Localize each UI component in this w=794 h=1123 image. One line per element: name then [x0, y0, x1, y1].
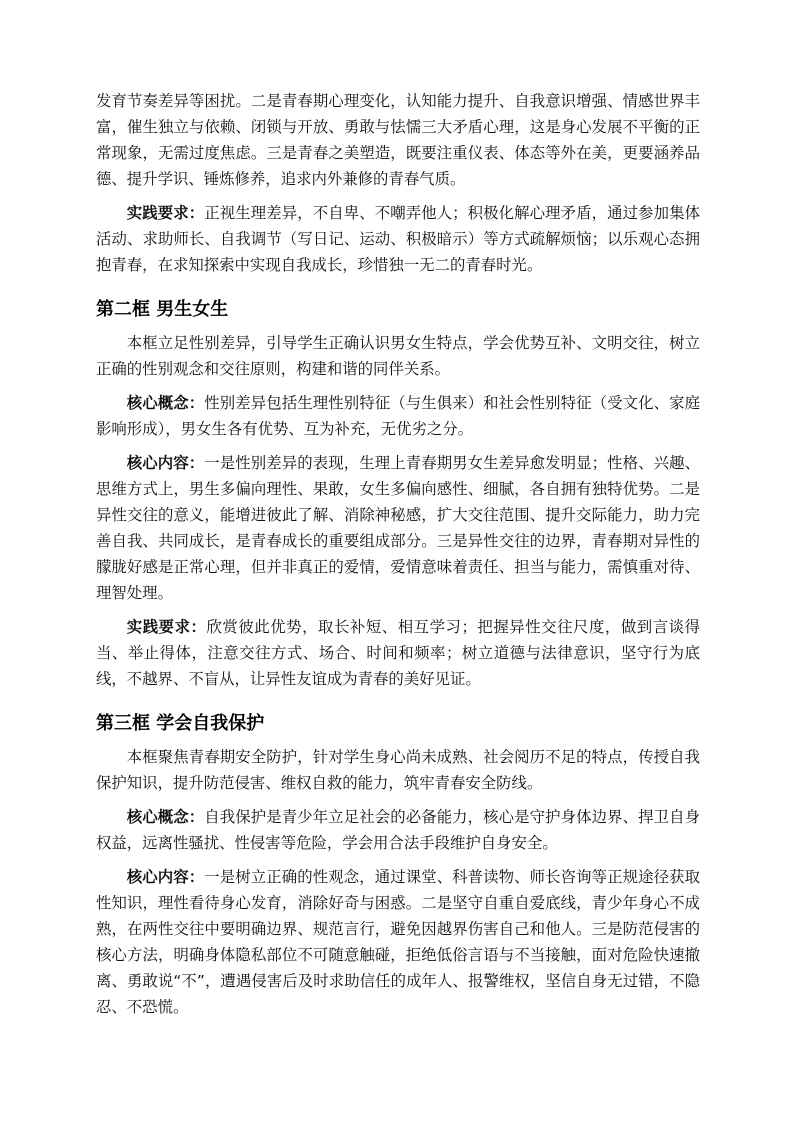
practice-label: 实践要求：: [126, 204, 205, 222]
practice-text: 欣赏彼此优势，取长补短、相互学习；把握异性交往尺度，做到言谈得当、举止得体，注意交往方式、场合、时间和频率；树立道德与法律意识，坚守行为底线，不越界、不盲从，让异性友谊成为青春的美好见证。: [96, 618, 700, 688]
content-label: 核心内容：: [126, 868, 205, 886]
intro-continued-paragraph: 发育节奏差异等困扰。二是青春期心理变化，认知能力提升、自我意识增强、情感世界丰富，催生独立与依赖、闭锁与开放、勇敢与怯懦三大矛盾心理，这是身心发展不平衡的正常现象，无需过度焦虑。三是青春之美塑造，既要注重仪表、体态等外在美，更要涵养品德、提升学识、锤炼修养，追求内外兼修的青春气质。: [96, 92, 700, 188]
practice-paragraph: [96, 614, 700, 692]
content-label: 核心内容：: [126, 454, 205, 472]
section-summary: 本框聚焦青春期安全防护，针对学生身心尚未成熟、社会阅历不足的特点，传授自我保护知识，提升防范侵害、维权自救的能力，筑牢青春安全防线。: [96, 748, 700, 792]
content-text: 一是树立正确的性观念，通过课堂、科普读物、师长咨询等正规途径获取性知识，理性看待身心发育，消除好奇与困惑。二是坚守自重自爱底线，青少年身心不成熟，在两性交往中要明确边界、规范言行，避免因越界伤害自己和他人。三是防范侵害的核心方法，明确身体隐私部位不可随意触碰，拒绝低俗言语与不当接触，面对危险快速撤离、勇敢说“不”，遭遇侵害后及时求助信任的成年人、报警维权，坚信自身无过错，不隐忍、不恐慌。: [96, 868, 700, 1016]
section-heading-gender: 第二框 男生女生: [96, 299, 229, 320]
content-paragraph: [96, 864, 700, 1020]
concept-text: 自我保护是青少年立足社会的必备能力，核心是守护身体边界、捍卫自身权益，远离性骚扰、性侵害等危险，学会用合法手段维护自身安全。: [96, 808, 700, 852]
content-paragraph: [96, 450, 700, 606]
concept-label: 核心概念：: [126, 808, 205, 826]
section-heading-self-protection: 第三框 学会自我保护: [96, 713, 265, 734]
concept-text: 性别差异包括生理性别特征（与生俱来）和社会性别特征（受文化、家庭影响形成），男女生各有优势、互为补充，无优劣之分。: [96, 394, 700, 438]
intro-practice-paragraph: [96, 200, 700, 278]
practice-label: 实践要求：: [126, 618, 207, 636]
concept-label: 核心概念：: [126, 394, 205, 412]
concept-paragraph: [96, 804, 700, 856]
document-page: [96, 88, 700, 1020]
concept-paragraph: [96, 390, 700, 442]
practice-text: 正视生理差异，不自卑、不嘲弄他人；积极化解心理矛盾，通过参加集体活动、求助师长、自我调节（写日记、运动、积极暗示）等方式疏解烦恼；以乐观心态拥抱青春，在求知探索中实现自我成长，珍惜独一无二的青春时光。: [96, 204, 700, 274]
section-summary: 本框立足性别差异，引导学生正确认识男女生特点，学会优势互补、文明交往，树立正确的性别观念和交往原则，构建和谐的同伴关系。: [96, 334, 700, 378]
content-text: 一是性别差异的表现，生理上青春期男女生差异愈发明显；性格、兴趣、思维方式上，男生多偏向理性、果敢，女生多偏向感性、细腻，各自拥有独特优势。二是异性交往的意义，能增进彼此了解、消除神秘感，扩大交往范围、提升交际能力，助力完善自我、共同成长，是青春成长的重要组成部分。三是异性交往的边界，青春期对异性的朦胧好感是正常心理，但并非真正的爱情，爱情意味着责任、担当与能力，需慎重对待、理智处理。: [96, 454, 700, 602]
